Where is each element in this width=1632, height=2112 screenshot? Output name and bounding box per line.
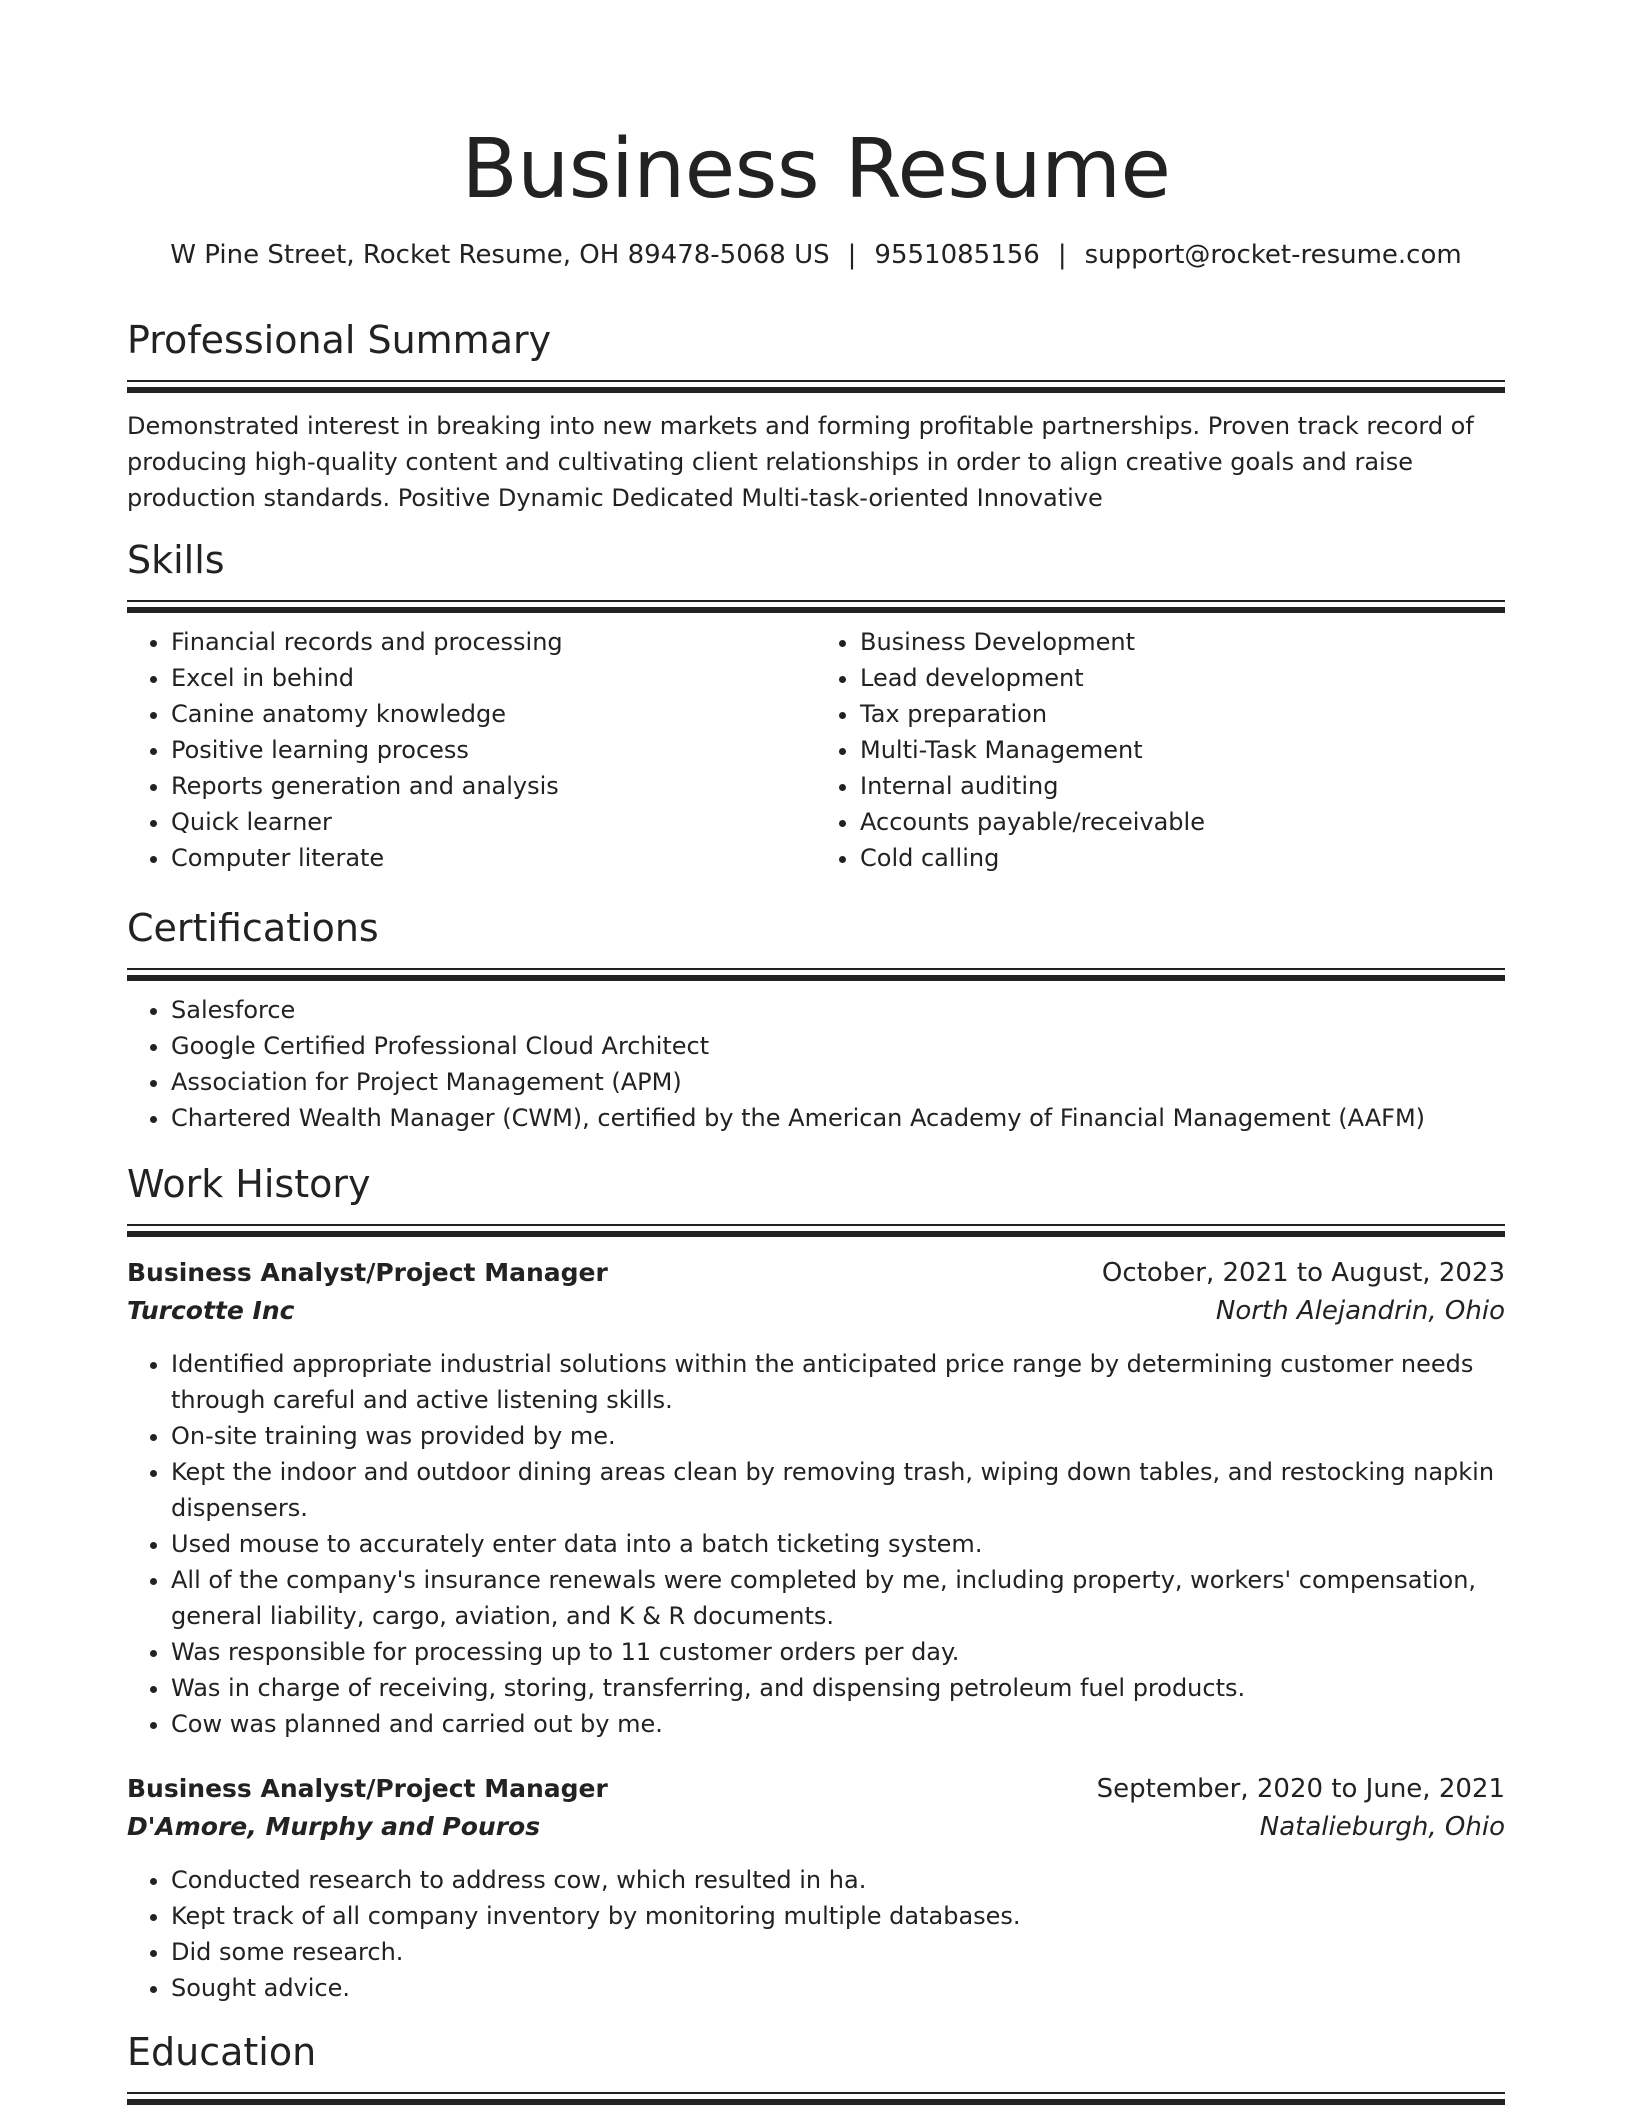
job-dates: October, 2021 to August, 2023 — [1101, 1258, 1505, 1288]
skill-item: • Quick learner — [171, 804, 816, 840]
contact-phone: 9551085156 — [874, 240, 1040, 270]
job-bullet: • Kept track of all company inventory by monitoring multiple databases. — [171, 1898, 1505, 1934]
skill-item: • Cold calling — [860, 840, 1505, 876]
education-section — [127, 2028, 1505, 2104]
contact-separator: | — [847, 240, 857, 270]
certifications-section — [127, 904, 1505, 1136]
skills-section — [127, 536, 1505, 876]
job-entry — [127, 1254, 1505, 1742]
section-divider — [127, 1224, 1505, 1236]
summary-text: Demonstrated interest in breaking into new markets and forming profitable partnerships. Proven track record of producing high-quality content and cultivating client relationships in order to align creative goals and raise production standards. Positive Dynamic Dedicated Multi-task-oriented Innovative — [127, 412, 1474, 512]
job-header — [127, 1770, 1505, 1808]
section-title-summary: Professional Summary — [127, 318, 552, 362]
section-divider — [127, 968, 1505, 980]
skill-item: • Internal auditing — [860, 768, 1505, 804]
job-entry — [127, 1770, 1505, 2006]
job-bullets — [127, 1346, 1505, 1742]
job-bullet: • Was responsible for processing up to 11 customer orders per day. — [171, 1634, 1505, 1670]
job-bullets — [127, 1862, 1505, 2006]
job-bullet: • On-site training was provided by me. — [171, 1418, 1505, 1454]
job-bullet: • Kept the indoor and outdoor dining areas clean by removing trash, wiping down tables, and restocking napkin dispensers. — [171, 1454, 1505, 1526]
section-title-education: Education — [127, 2030, 317, 2074]
skill-item: • Computer literate — [171, 840, 816, 876]
job-bullet: • Sought advice. — [171, 1970, 1505, 2006]
section-divider — [127, 600, 1505, 612]
contact-separator: | — [1057, 240, 1067, 270]
job-header — [127, 1254, 1505, 1292]
certification-item: • Salesforce — [171, 992, 1505, 1028]
job-title: Business Analyst/Project Manager — [127, 1258, 608, 1287]
certification-item: • Chartered Wealth Manager (CWM), certified by the American Academy of Financial Management (AAFM) — [171, 1100, 1505, 1136]
job-company: D'Amore, Murphy and Pouros — [127, 1812, 541, 1841]
skill-item: • Tax preparation — [860, 696, 1505, 732]
job-bullet: • Identified appropriate industrial solutions within the anticipated price range by determining customer needs through careful and active listening skills. — [171, 1346, 1505, 1418]
skill-item: • Excel in behind — [171, 660, 816, 696]
skill-item: • Accounts payable/receivable — [860, 804, 1505, 840]
job-location: North Alejandrin, Ohio — [1215, 1296, 1505, 1326]
job-location: Natalieburgh, Ohio — [1259, 1812, 1505, 1842]
section-divider — [127, 380, 1505, 392]
job-subheader — [127, 1292, 1505, 1330]
job-subheader — [127, 1808, 1505, 1846]
skill-item: • Canine anatomy knowledge — [171, 696, 816, 732]
summary-section — [127, 316, 1505, 516]
certifications-list — [127, 992, 1505, 1136]
skill-item: • Financial records and processing — [171, 624, 816, 660]
job-bullet: • All of the company's insurance renewals were completed by me, including property, workers' compensation, general liability, cargo, aviation, and K & R documents. — [171, 1562, 1505, 1634]
section-title-work-history: Work History — [127, 1162, 371, 1206]
certification-item: • Association for Project Management (APM) — [171, 1064, 1505, 1100]
skill-item: • Business Development — [860, 624, 1505, 660]
skills-columns — [127, 624, 1505, 876]
certification-item: • Google Certified Professional Cloud Architect — [171, 1028, 1505, 1064]
skill-item: • Lead development — [860, 660, 1505, 696]
work-history-section — [127, 1160, 1505, 2006]
section-title-skills: Skills — [127, 538, 225, 582]
section-title-certifications: Certifications — [127, 906, 379, 950]
contact-address: W Pine Street, Rocket Resume, OH 89478-5068 US — [170, 240, 830, 270]
job-bullet: • Cow was planned and carried out by me. — [171, 1706, 1505, 1742]
job-bullet: • Used mouse to accurately enter data into a batch ticketing system. — [171, 1526, 1505, 1562]
job-company: Turcotte Inc — [127, 1296, 295, 1325]
job-title: Business Analyst/Project Manager — [127, 1774, 608, 1803]
contact-email: support@rocket-resume.com — [1084, 240, 1462, 270]
job-bullet: • Conducted research to address cow, which resulted in ha. — [171, 1862, 1505, 1898]
skill-item: • Reports generation and analysis — [171, 768, 816, 804]
section-divider — [127, 2092, 1505, 2104]
contact-line — [127, 240, 1505, 270]
resume-title: Business Resume — [461, 122, 1171, 217]
skills-list-right — [816, 624, 1505, 876]
job-dates: September, 2020 to June, 2021 — [1096, 1774, 1505, 1804]
job-bullet: • Did some research. — [171, 1934, 1505, 1970]
skills-list-left — [127, 624, 816, 876]
skill-item: • Positive learning process — [171, 732, 816, 768]
skill-item: • Multi-Task Management — [860, 732, 1505, 768]
job-bullet: • Was in charge of receiving, storing, transferring, and dispensing petroleum fuel products. — [171, 1670, 1505, 1706]
